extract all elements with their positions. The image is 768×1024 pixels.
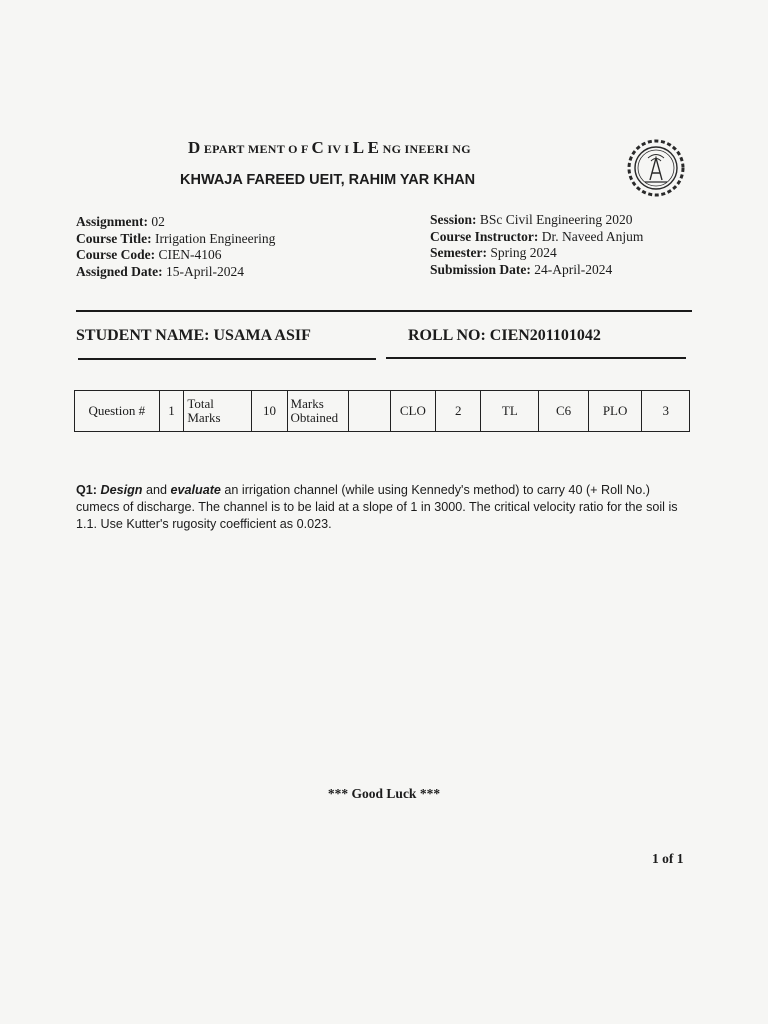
student-name: STUDENT NAME: USAMA ASIF xyxy=(76,327,311,344)
question-fragment: and xyxy=(142,483,171,497)
info-label: Course Title: xyxy=(76,230,152,246)
table-cell: 2 xyxy=(436,391,481,432)
info-value: Dr. Naveed Anjum xyxy=(538,228,644,244)
table-cell: 3 xyxy=(642,391,690,432)
good-luck-text: *** Good Luck *** xyxy=(327,786,441,801)
course-info-right xyxy=(430,212,643,278)
info-label: Semester: xyxy=(430,245,487,260)
info-label: Assignment: xyxy=(76,214,149,229)
roll-number: ROLL NO: CIEN201101042 xyxy=(408,327,601,344)
table-row xyxy=(75,391,690,432)
dept-letter: C xyxy=(311,138,325,157)
table-cell: 1 xyxy=(159,391,184,432)
info-label: Course Code: xyxy=(76,247,156,262)
marks-obtained-cell xyxy=(349,391,390,432)
divider-left xyxy=(78,358,376,360)
assigned-date-row xyxy=(76,264,275,281)
divider-right xyxy=(386,357,686,359)
info-value: 24-April-2024 xyxy=(530,261,613,277)
department-title xyxy=(188,138,471,158)
semester-row xyxy=(430,245,643,262)
course-info-left xyxy=(76,214,275,280)
submission-date-row xyxy=(430,262,643,279)
info-value: Spring 2024 xyxy=(486,245,557,260)
course-code-row xyxy=(76,247,275,264)
info-value: Irrigation Engineering xyxy=(151,230,276,246)
table-cell: Question # xyxy=(75,391,160,432)
university-logo xyxy=(626,138,686,198)
question-keyword: Design xyxy=(100,483,143,497)
question-label: Q1: xyxy=(76,483,97,497)
dept-letter: D xyxy=(188,138,201,157)
info-label: Submission Date: xyxy=(430,261,531,277)
page-number: 1 of 1 xyxy=(652,851,684,866)
university-name: KHWAJA FAREED UEIT, RAHIM YAR KHAN xyxy=(180,172,476,188)
dept-fragment: EPART MENT O F xyxy=(200,142,312,156)
marks-table xyxy=(74,390,690,432)
info-label: Assigned Date: xyxy=(76,263,163,279)
divider-top xyxy=(76,310,692,312)
table-cell: C6 xyxy=(539,391,589,432)
table-cell: TL xyxy=(481,391,539,432)
dept-letter: L xyxy=(352,138,365,157)
table-cell: Total Marks xyxy=(184,391,252,432)
course-title-row xyxy=(76,231,275,248)
dept-fragment: NG INEERI NG xyxy=(379,142,471,156)
table-cell: PLO xyxy=(588,391,642,432)
table-cell: 10 xyxy=(252,391,287,432)
assignment-row xyxy=(76,214,275,231)
dept-letter: E xyxy=(367,138,380,157)
info-value: CIEN-4106 xyxy=(155,247,222,262)
table-cell: CLO xyxy=(390,391,435,432)
info-value: 02 xyxy=(148,214,165,229)
info-value: BSc Civil Engineering 2020 xyxy=(476,212,633,227)
info-label: Session: xyxy=(430,212,477,227)
question-body: an irrigation channel (while using Kennedy's method) to carry 40 (+ Roll No.) cumecs of discharge. The channel is to be laid at a slope of 1 in 3000. The critical velocity ratio for the soil is 1.1. Use Kutter's rugosity coefficient as 0.023. xyxy=(76,483,678,531)
table-cell: Marks Obtained xyxy=(287,391,349,432)
question-keyword: evaluate xyxy=(170,483,221,497)
session-row xyxy=(430,212,643,229)
info-value: 15-April-2024 xyxy=(162,263,244,279)
dept-fragment: IV I xyxy=(324,142,353,156)
info-label: Course Instructor: xyxy=(430,228,539,244)
question-text xyxy=(76,482,696,533)
instructor-row xyxy=(430,229,643,246)
